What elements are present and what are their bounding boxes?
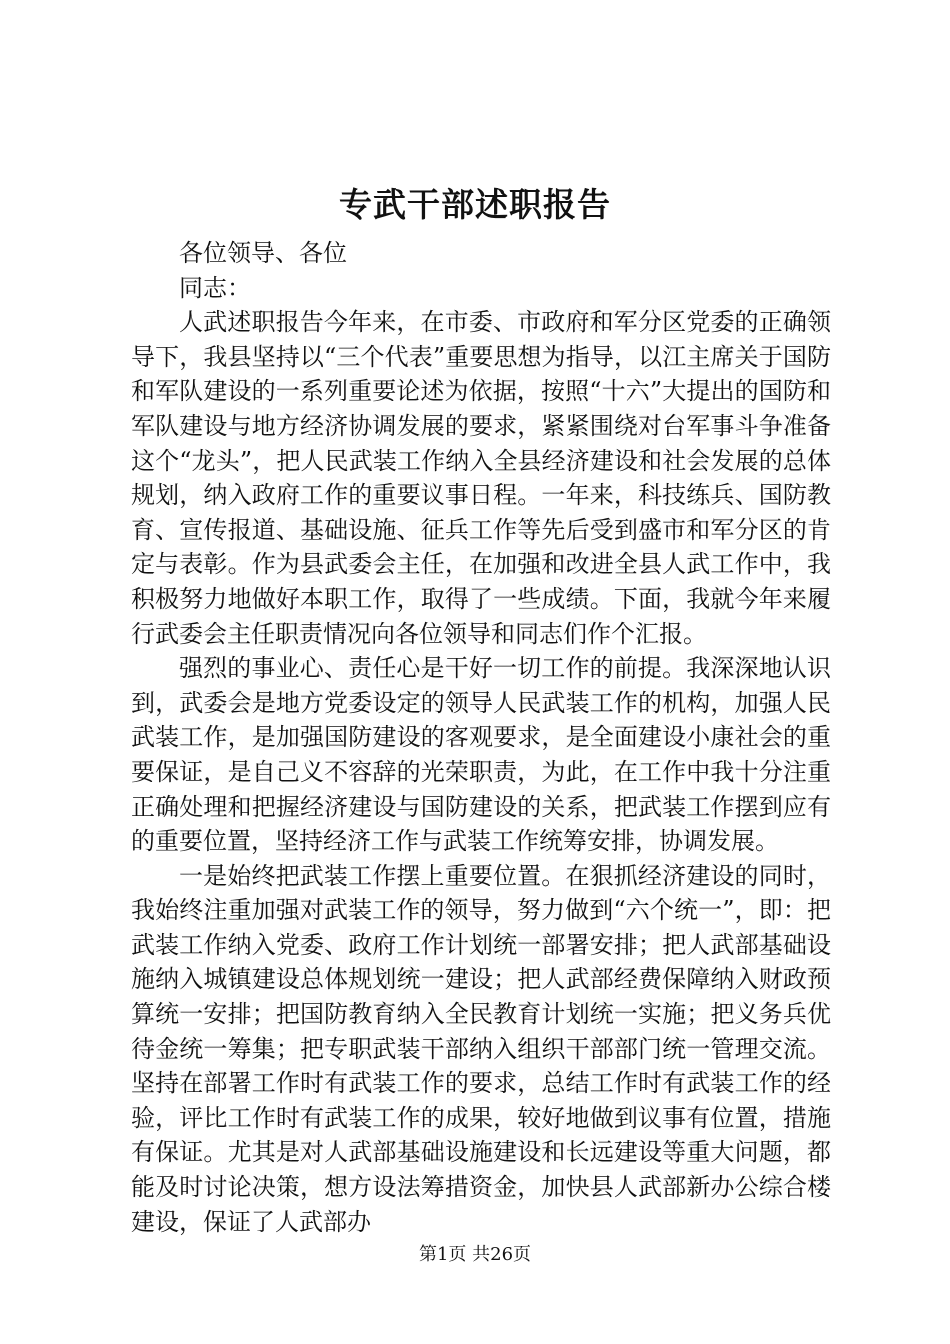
- body-paragraph-2: 强烈的事业心、责任心是干好一切工作的前提。我深深地认识到，武委会是地方党委设定的领导人民武装工作的机构，加强人民武装工作，是加强国防建设的客观要求，是全面建设小康社会的重要保证，是自己义不容辞的光荣职责，为此，在工作中我十分注重正确处理和把握经济建设与国防建设的关系，把武装工作摆到应有的重要位置，坚持经济工作与武装工作统筹安排，协调发展。: [131, 654, 831, 856]
- body-paragraph-3: 一是始终把武装工作摆上重要位置。在狠抓经济建设的同时，我始终注重加强对武装工作的领导，努力做到“六个统一”，即：把武装工作纳入党委、政府工作计划统一部署安排；把人武部基础设施纳入城镇建设总体规划统一建设；把人武部经费保障纳入财政预算统一安排；把国防教育纳入全民教育计划统一实施；把义务兵优待金统一筹集；把专职武装干部纳入组织干部部门统一管理交流。坚持在部署工作时有武装工作的要求，总结工作时有武装工作的经验，评比工作时有武装工作的成果，较好地做到议事有位置，措施有保证。尤其是对人武部基础设施建设和长远建设等重大问题，都能及时讨论决策，想方设法筹措资金，加快县人武部新办公综合楼建设，保证了人武部办: [131, 861, 831, 1236]
- document-title: 专武干部述职报告: [339, 185, 611, 224]
- page-footer: 第1页 共26页: [418, 1244, 532, 1265]
- document-body: [131, 236, 831, 1239]
- salutation-line-1: 各位领导、各位: [179, 239, 347, 267]
- body-paragraph-1: 人武述职报告今年来，在市委、市政府和军分区党委的正确领导下，我县坚持以“三个代表”重要思想为指导，以江主席关于国防和军队建设的一系列重要论述为依据，按照“十六”大提出的国防和军队建设与地方经济协调发展的要求，紧紧围绕对台军事斗争准备这个“龙头”，把人民武装工作纳入全县经济建设和社会发展的总体规划，纳入政府工作的重要议事日程。一年来，科技练兵、国防教育、宣传报道、基础设施、征兵工作等先后受到盛市和军分区的肯定与表彰。作为县武委会主任，在加强和改进全县人武工作中，我积极努力地做好本职工作，取得了一些成绩。下面，我就今年来履行武委会主任职责情况向各位领导和同志们作个汇报。: [131, 308, 831, 648]
- salutation-line-2: 同志：: [179, 273, 251, 302]
